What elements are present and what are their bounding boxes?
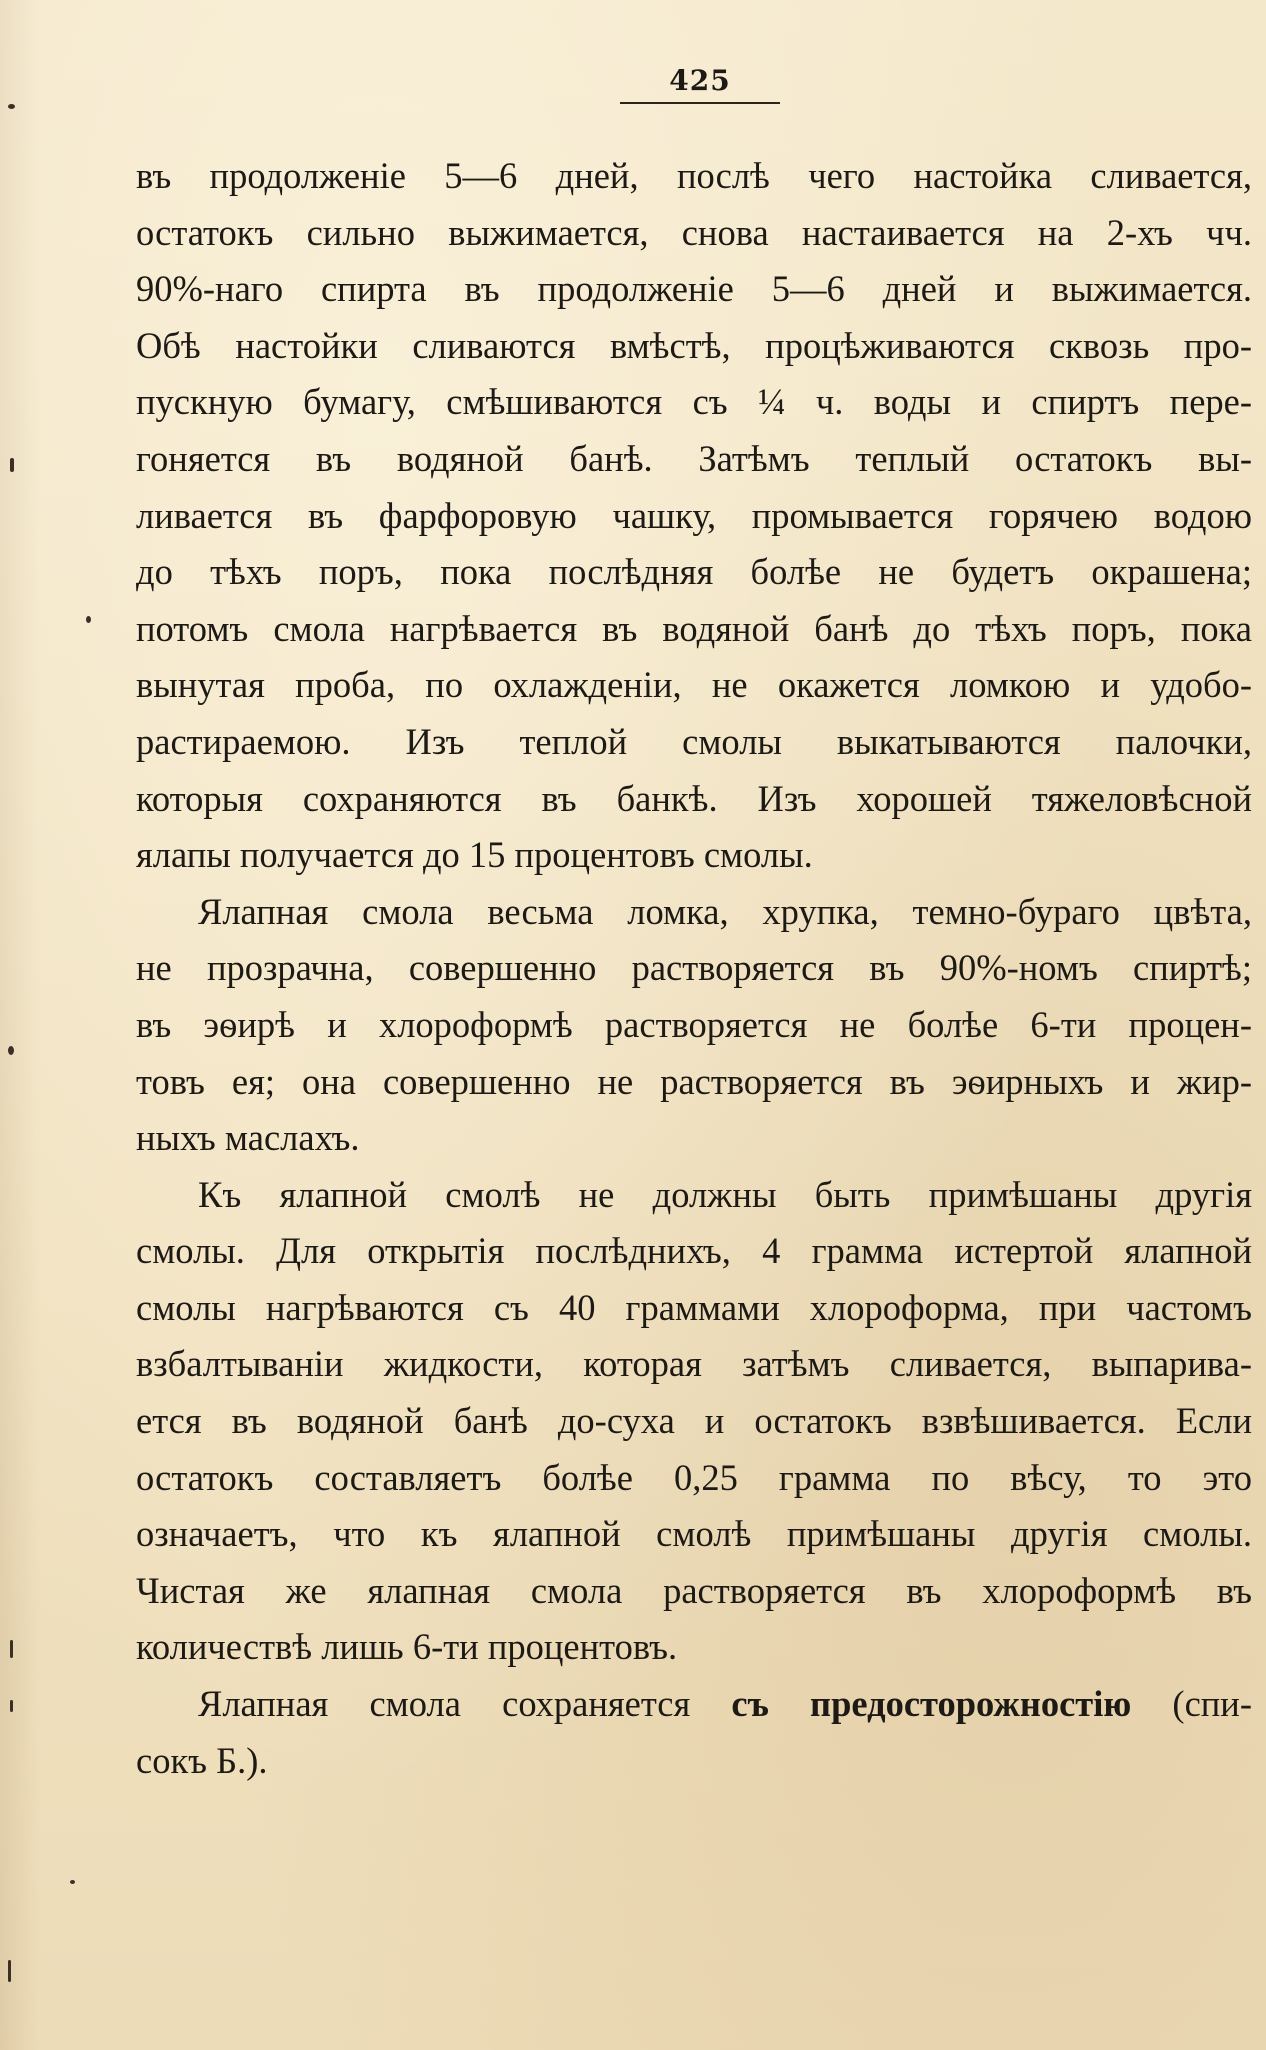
text-line: ялапы получается до 15 процентовъ смолы. [136,834,813,876]
text-line [136,1676,1252,1733]
scan-speck [10,1640,13,1658]
text-run: Ялапная смола сохраняется [198,1683,732,1725]
scan-speck [70,1880,75,1884]
text-line: не прозрачна, совершенно растворяется въ 90%-номъ спиртѣ; [136,947,1252,989]
text-line: въ эѳирѣ и хлороформѣ растворяется не болѣе 6-ти процен- [136,1003,1252,1045]
scan-speck [8,1046,14,1055]
paragraph-1 [136,148,1252,884]
text-line: потомъ смола нагрѣвается въ водяной банѣ до тѣхъ поръ, пока [136,607,1252,649]
scan-speck [8,104,15,109]
text-line: ныхъ маслахъ. [136,1117,360,1159]
text-line: остатокъ сильно выжимается, снова настаивается на 2-хъ чч. [136,211,1252,253]
page-header [620,64,780,104]
scan-speck [86,616,91,623]
text-line: Ялапная смола весьма ломка, хрупка, темно-бураго цвѣта, [198,890,1252,932]
text-line: вынутая проба, по охлажденіи, не окажется ломкою и удобо- [136,664,1252,706]
text-line: гоняется въ водяной банѣ. Затѣмъ теплый остатокъ вы- [136,437,1252,479]
text-line: смолы. Для открытія послѣднихъ, 4 грамма истертой ялапной [136,1230,1252,1272]
text-line: ется въ водяной банѣ до-суха и остатокъ взвѣшивается. Если [136,1400,1252,1442]
text-line: сокъ Б.). [136,1739,268,1781]
text-line: взбалтываніи жидкости, которая затѣмъ сливается, выпарива- [136,1343,1252,1385]
emphasis-text: съ предосторожностію [731,1683,1132,1725]
text-run: (спи- [1131,1683,1252,1725]
text-line: Чистая же ялапная смола растворяется въ хлороформѣ въ [136,1569,1252,1611]
text-line: Обѣ настойки сливаются вмѣстѣ, процѣживаются сквозь про- [136,324,1252,366]
scan-speck [10,1700,13,1712]
page-number: 425 [669,64,731,97]
header-rule [620,102,780,104]
scan-speck [8,1960,11,1982]
text-line: растираемою. Изъ теплой смолы выкатываются палочки, [136,720,1252,762]
text-line: ливается въ фарфоровую чашку, промывается горячею водою [136,494,1252,536]
text-line: остатокъ составляетъ болѣе 0,25 грамма по вѣсу, то это [136,1456,1252,1498]
text-line: означаетъ, что къ ялапной смолѣ примѣшаны другія смолы. [136,1513,1252,1555]
text-line: товъ ея; она совершенно не растворяется въ эѳирныхъ и жир- [136,1060,1252,1102]
paragraph-2 [136,884,1252,1167]
paragraph-3 [136,1167,1252,1676]
paragraph-4 [136,1676,1252,1789]
text-line: до тѣхъ поръ, пока послѣдняя болѣе не будетъ окрашена; [136,551,1252,593]
scan-speck [10,458,14,472]
text-line: смолы нагрѣваются съ 40 граммами хлороформа, при частомъ [136,1286,1252,1328]
text-line: въ продолженіе 5—6 дней, послѣ чего настойка сливается, [136,155,1252,196]
text-line: пускную бумагу, смѣшиваются съ ¼ ч. воды и спиртъ пере- [136,381,1252,423]
text-line: 90%-наго спирта въ продолженіе 5—6 дней и выжимается. [136,268,1252,310]
body-text [136,148,1252,1789]
text-line: Къ ялапной смолѣ не должны быть примѣшаны другія [198,1173,1252,1215]
text-line: количествѣ лишь 6-ти процентовъ. [136,1626,678,1668]
text-line: которыя сохраняются въ банкѣ. Изъ хорошей тяжеловѣсной [136,777,1252,819]
